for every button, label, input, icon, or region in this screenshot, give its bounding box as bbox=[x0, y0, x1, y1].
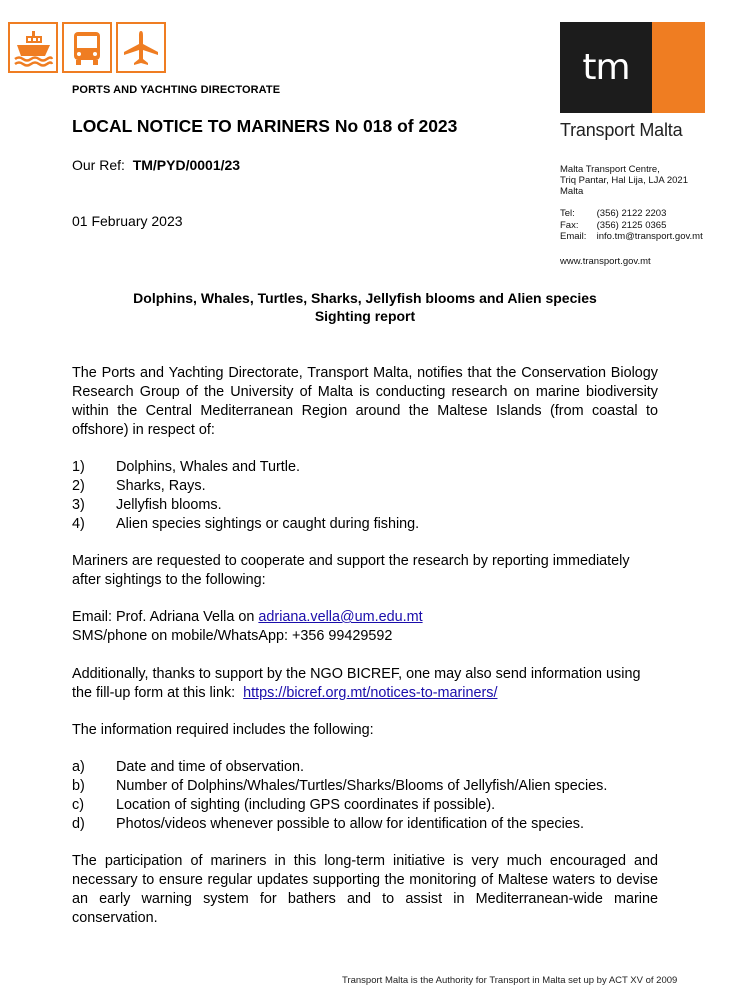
address-line: Malta Transport Centre, bbox=[560, 164, 660, 175]
airplane-icon bbox=[116, 22, 166, 73]
list-marker: c) bbox=[72, 797, 84, 813]
list-marker: 2) bbox=[72, 478, 85, 494]
email-value: info.tm@transport.gov.mt bbox=[596, 231, 703, 242]
form-link[interactable]: https://bicref.org.mt/notices-to-mariners/ bbox=[243, 685, 498, 701]
ref-label: Our Ref: bbox=[72, 157, 125, 173]
list-marker: b) bbox=[72, 778, 85, 794]
heading-line: Dolphins, Whales, Turtles, Sharks, Jellyfish blooms and Alien species bbox=[133, 290, 597, 306]
list-item bbox=[72, 796, 672, 815]
tel-label: Tel: bbox=[560, 208, 575, 219]
list-marker: d) bbox=[72, 816, 85, 832]
logo-orange-block bbox=[652, 22, 705, 113]
required-intro: The information required includes the following: bbox=[72, 722, 374, 738]
website: www.transport.gov.mt bbox=[560, 256, 651, 267]
logo-name: Transport Malta bbox=[560, 120, 683, 140]
list-text: Alien species sightings or caught during fishing. bbox=[116, 516, 420, 532]
sms-line: SMS/phone on mobile/WhatsApp: +356 99429592 bbox=[72, 628, 393, 644]
transport-malta-logo bbox=[560, 22, 705, 113]
transport-icons bbox=[8, 22, 166, 73]
list-marker: a) bbox=[72, 759, 85, 775]
notice-heading bbox=[72, 289, 658, 325]
footer-text: Transport Malta is the Authority for Transport in Malta set up by ACT XV of 2009 bbox=[342, 975, 678, 986]
contact-details bbox=[560, 208, 703, 243]
fax-value: (356) 2125 0365 bbox=[596, 219, 667, 231]
heading-line: Sighting report bbox=[314, 308, 416, 324]
list-marker: 3) bbox=[72, 497, 85, 513]
directorate-name: PORTS AND YACHTING DIRECTORATE bbox=[72, 84, 281, 96]
additional-paragraph bbox=[72, 665, 658, 703]
list-item bbox=[72, 758, 672, 777]
additional-text: Additionally, thanks to support by the NGO BICREF, one may also send information using the fill-up form at this link: bbox=[72, 666, 641, 701]
address-line: Triq Pantar, Hal Lija, LJA 2021 bbox=[560, 175, 688, 186]
list-text: Dolphins, Whales and Turtle. bbox=[116, 459, 300, 475]
tel-value: (356) 2122 2203 bbox=[596, 208, 667, 219]
list-text: Number of Dolphins/Whales/Turtles/Sharks/Blooms of Jellyfish/Alien species. bbox=[116, 778, 608, 794]
notice-title: LOCAL NOTICE TO MARINERS No 018 of 2023 bbox=[72, 116, 458, 136]
fax-label: Fax: bbox=[560, 219, 579, 231]
contact-paragraph bbox=[72, 608, 658, 646]
email-label: Email: bbox=[560, 231, 587, 242]
list-item bbox=[72, 515, 672, 534]
list-text: Date and time of observation. bbox=[116, 759, 304, 775]
email-prefix: Email: Prof. Adriana Vella on bbox=[72, 609, 259, 625]
list-text: Jellyfish blooms. bbox=[116, 497, 222, 513]
request-paragraph: Mariners are requested to cooperate and support the research by reporting immediately after sightings to the following: bbox=[72, 553, 630, 588]
topics-list bbox=[72, 458, 672, 534]
list-item bbox=[72, 496, 672, 515]
reference bbox=[72, 157, 240, 173]
address-line: Malta bbox=[560, 186, 584, 197]
researcher-email-link[interactable]: adriana.vella@um.edu.mt bbox=[258, 609, 423, 625]
list-item bbox=[72, 777, 672, 796]
bus-icon bbox=[62, 22, 112, 73]
address bbox=[560, 164, 688, 197]
intro-paragraph: The Ports and Yachting Directorate, Transport Malta, notifies that the Conservation Biology Research Group of the University of Malta is conducting research on marine biodiversity within the Central Mediterranean Region around the Maltese Islands (from coastal to offshore) in respect of: bbox=[72, 365, 658, 438]
ref-value: TM/PYD/0001/23 bbox=[132, 157, 241, 173]
list-item bbox=[72, 815, 672, 834]
list-text: Sharks, Rays. bbox=[116, 478, 206, 494]
required-list bbox=[72, 758, 672, 834]
logo-mark: tm bbox=[560, 22, 652, 113]
closing-paragraph: The participation of mariners in this long-term initiative is very much encouraged and necessary to ensure regular updates supporting the monitoring of Maltese waters to devise an early warning system for bathers and to assist in Mediterranean-wide marine conservation. bbox=[72, 853, 658, 926]
list-marker: 1) bbox=[72, 459, 85, 475]
list-text: Photos/videos whenever possible to allow for identification of the species. bbox=[116, 816, 584, 832]
list-item bbox=[72, 477, 672, 496]
list-marker: 4) bbox=[72, 516, 85, 532]
list-item bbox=[72, 458, 672, 477]
ship-icon bbox=[8, 22, 58, 73]
list-text: Location of sighting (including GPS coordinates if possible). bbox=[116, 797, 496, 813]
notice-date: 01 February 2023 bbox=[72, 213, 183, 229]
